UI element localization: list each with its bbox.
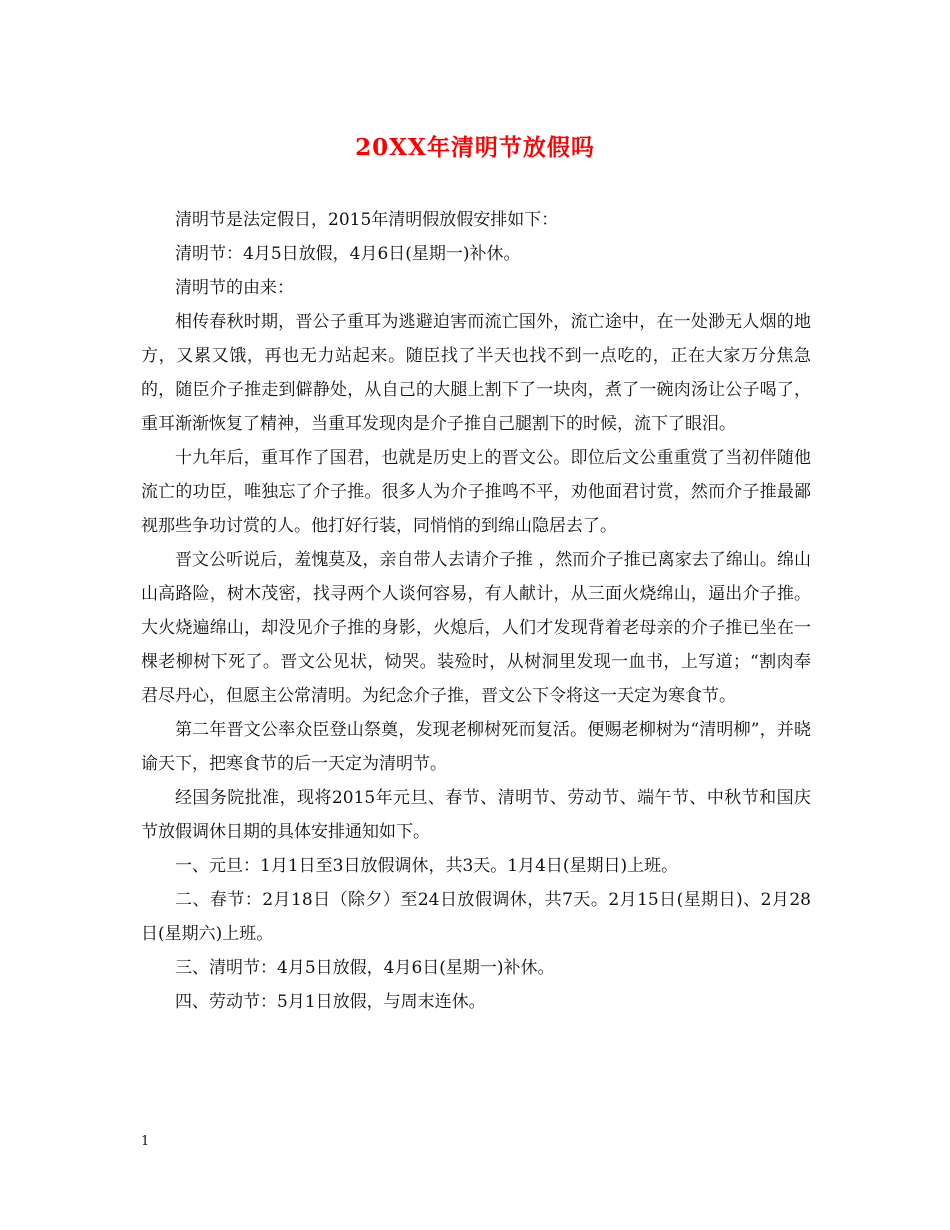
paragraph: 相传春秋时期，晋公子重耳为逃避迫害而流亡国外，流亡途中，在一处渺无人烟的地方，又累又饿，再也无力站起来。随臣找了半天也找不到一点吃的，正在大家万分焦急的，随臣介子推走到僻静处，从自己的大腿上割下了一块肉，煮了一碗肉汤让公子喝了，重耳渐渐恢复了精神，当重耳发现肉是介子推自己腿割下的时候，流下了眼泪。 [141, 312, 811, 434]
paragraph: 二、春节：2月18日（除夕）至24日放假调休，共7天。2月15日(星期日)、2月28日(星期六)上班。 [141, 890, 811, 944]
paragraph: 三、清明节：4月5日放假，4月6日(星期一)补休。 [175, 958, 555, 978]
paragraph: 一、元旦：1月1日至3日放假调休，共3天。1月4日(星期日)上班。 [175, 856, 679, 876]
paragraph: 清明节是法定假日，2015年清明假放假安排如下： [175, 210, 559, 230]
paragraph: 第二年晋文公率众臣登山祭奠，发现老柳树死而复活。便赐老柳树为“清明柳”，并晓谕天下，把寒食节的后一天定为清明节。 [141, 720, 811, 774]
paragraph: 清明节的由来： [175, 278, 294, 298]
document-body [141, 203, 811, 1019]
paragraph: 清明节：4月5日放假，4月6日(星期一)补休。 [175, 244, 521, 264]
paragraph: 晋文公听说后，羞愧莫及，亲自带人去请介子推 ，然而介子推已离家去了绵山。绵山山高路险，树木茂密，找寻两个人谈何容易，有人献计，从三面火烧绵山，逼出介子推。 大火烧遍绵山，却没见介子推的身影，火熄后，人们才发现背着老母亲的介子推已坐在一棵老柳树下死了。晋文公见状，恸哭。装殓时，从树洞里发现一血书，上写道；“割肉奉君尽丹心，但愿主公常清明。为纪念介子推，晋文公下令将这一天定为寒食节。 [141, 550, 811, 706]
paragraph: 十九年后，重耳作了国君，也就是历史上的晋文公。即位后文公重重赏了当初伴随他流亡的功臣，唯独忘了介子推。很多人为介子推鸣不平，劝他面君讨赏，然而介子推最鄙视那些争功讨赏的人。他打好行装，同悄悄的到绵山隐居去了。 [141, 448, 811, 536]
page-number: 1 [141, 1134, 150, 1149]
document-title: 20XX年清明节放假吗 [355, 134, 595, 161]
paragraph: 经国务院批准，现将2015年元旦、春节、清明节、劳动节、端午节、中秋节和国庆节放假调休日期的具体安排通知如下。 [141, 788, 811, 842]
paragraph: 四、劳动节：5月1日放假，与周末连休。 [175, 992, 486, 1012]
